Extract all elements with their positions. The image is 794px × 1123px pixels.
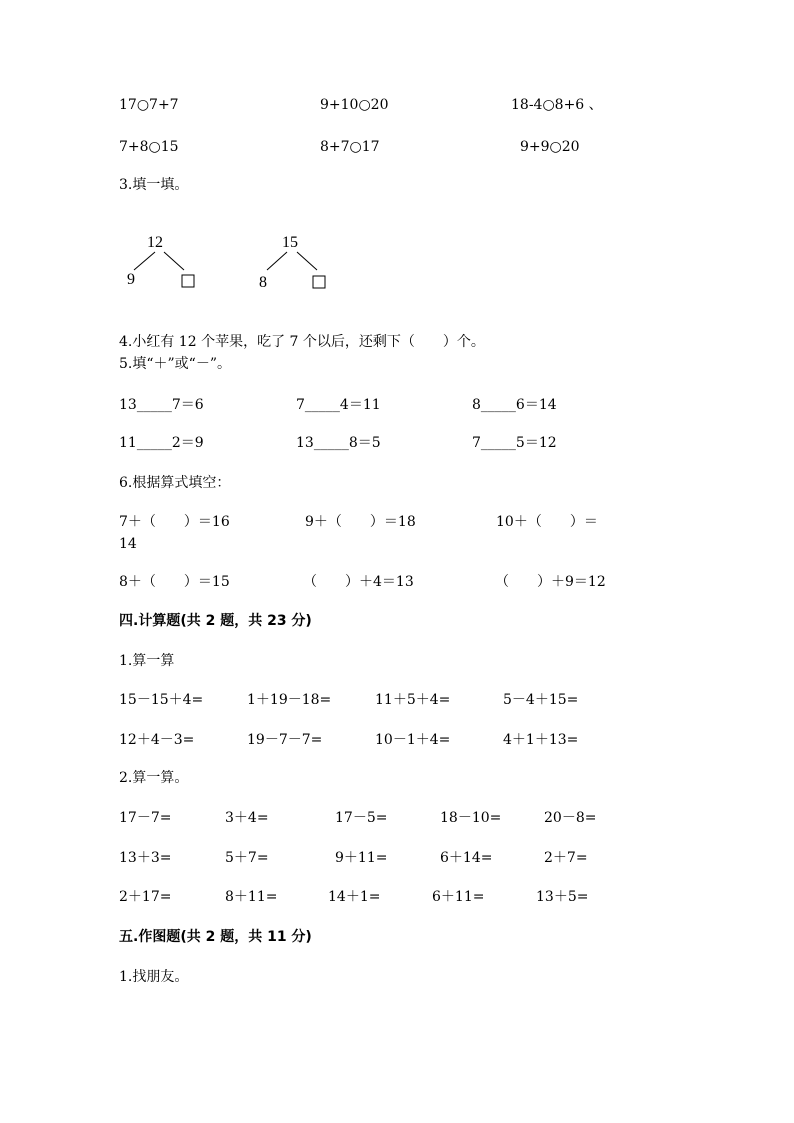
tree1-top-number: 12 (147, 234, 163, 251)
calc-item: 14＋1= (328, 889, 381, 905)
section-4-q1-label: 1.算一算 (119, 653, 175, 669)
fill-blank-item: 8＋（ ）＝15 (119, 574, 230, 590)
tree1-answer-box[interactable] (182, 275, 194, 287)
fill-sign-item: 13_____7＝6 (119, 397, 204, 413)
tree2-answer-box[interactable] (313, 276, 325, 288)
section-4-title: 四.计算题(共 2 题，共 23 分) (119, 613, 312, 629)
section-5-title: 五.作图题(共 2 题，共 11 分) (119, 929, 312, 945)
calc-item: 18－10= (440, 810, 502, 826)
fill-blank-item: （ ）＋9＝12 (495, 574, 606, 590)
fill-blank-item: （ ）＋4＝13 (303, 574, 414, 590)
tree1-left-number: 9 (127, 271, 135, 288)
tree2-branches (255, 248, 345, 296)
calc-item: 15－15＋4= (119, 692, 204, 708)
section-4-q2-label: 2.算一算。 (119, 770, 189, 786)
fill-sign-item: 8_____6＝14 (472, 397, 557, 413)
fill-sign-item: 7_____5＝12 (472, 435, 557, 451)
compare-item: 9+9○20 (520, 139, 580, 155)
calc-item: 9＋11= (335, 850, 388, 866)
calc-item: 13＋5= (536, 889, 589, 905)
question-3-label: 3.填一填。 (119, 177, 189, 193)
calc-item: 13＋3= (119, 850, 172, 866)
compare-item: 17○7+7 (119, 97, 179, 113)
calc-item: 19－7－7= (247, 732, 323, 748)
question-5-label: 5.填“＋”或“－”。 (119, 356, 231, 372)
calc-item: 2＋17= (119, 889, 172, 905)
section-5-q1-label: 1.找朋友。 (119, 969, 189, 985)
fill-sign-item: 11_____2＝9 (119, 435, 204, 451)
calc-item: 12＋4－3= (119, 732, 195, 748)
compare-item: 18-4○8+6 、 (511, 97, 603, 113)
calc-item: 8＋11= (225, 889, 278, 905)
calc-item: 4＋1＋13= (503, 732, 579, 748)
question-4-label: 4.小红有 12 个苹果，吃了 7 个以后，还剩下（ ）个。 (119, 334, 485, 350)
fill-blank-item: 7＋（ ）＝16 (119, 514, 230, 530)
tree1-branches (120, 248, 210, 296)
fill-sign-item: 13_____8＝5 (296, 435, 381, 451)
compare-item: 7+8○15 (119, 139, 179, 155)
calc-item: 1＋19－18= (247, 692, 332, 708)
calc-item: 3＋4= (225, 810, 269, 826)
calc-item: 6＋11= (432, 889, 485, 905)
tree2-left-number: 8 (259, 274, 267, 291)
calc-item: 11＋5＋4= (375, 692, 451, 708)
calc-item: 17－5= (335, 810, 388, 826)
calc-item: 2＋7= (544, 850, 588, 866)
fill-blank-item: 10＋（ ）＝ (496, 514, 598, 530)
tree2-top-number: 15 (282, 234, 298, 251)
calc-item: 5－4＋15= (503, 692, 579, 708)
fill-sign-item: 7_____4＝11 (296, 397, 381, 413)
fill-blank-item: 9＋（ ）＝18 (305, 514, 416, 530)
calc-item: 5＋7= (225, 850, 269, 866)
calc-item: 10－1＋4= (375, 732, 451, 748)
calc-item: 17－7= (119, 810, 172, 826)
calc-item: 6＋14= (440, 850, 493, 866)
compare-item: 9+10○20 (320, 97, 389, 113)
compare-item: 8+7○17 (320, 139, 380, 155)
calc-item: 20－8= (544, 810, 597, 826)
fill-blank-wrap: 14 (119, 536, 137, 552)
question-6-label: 6.根据算式填空： (119, 475, 231, 491)
